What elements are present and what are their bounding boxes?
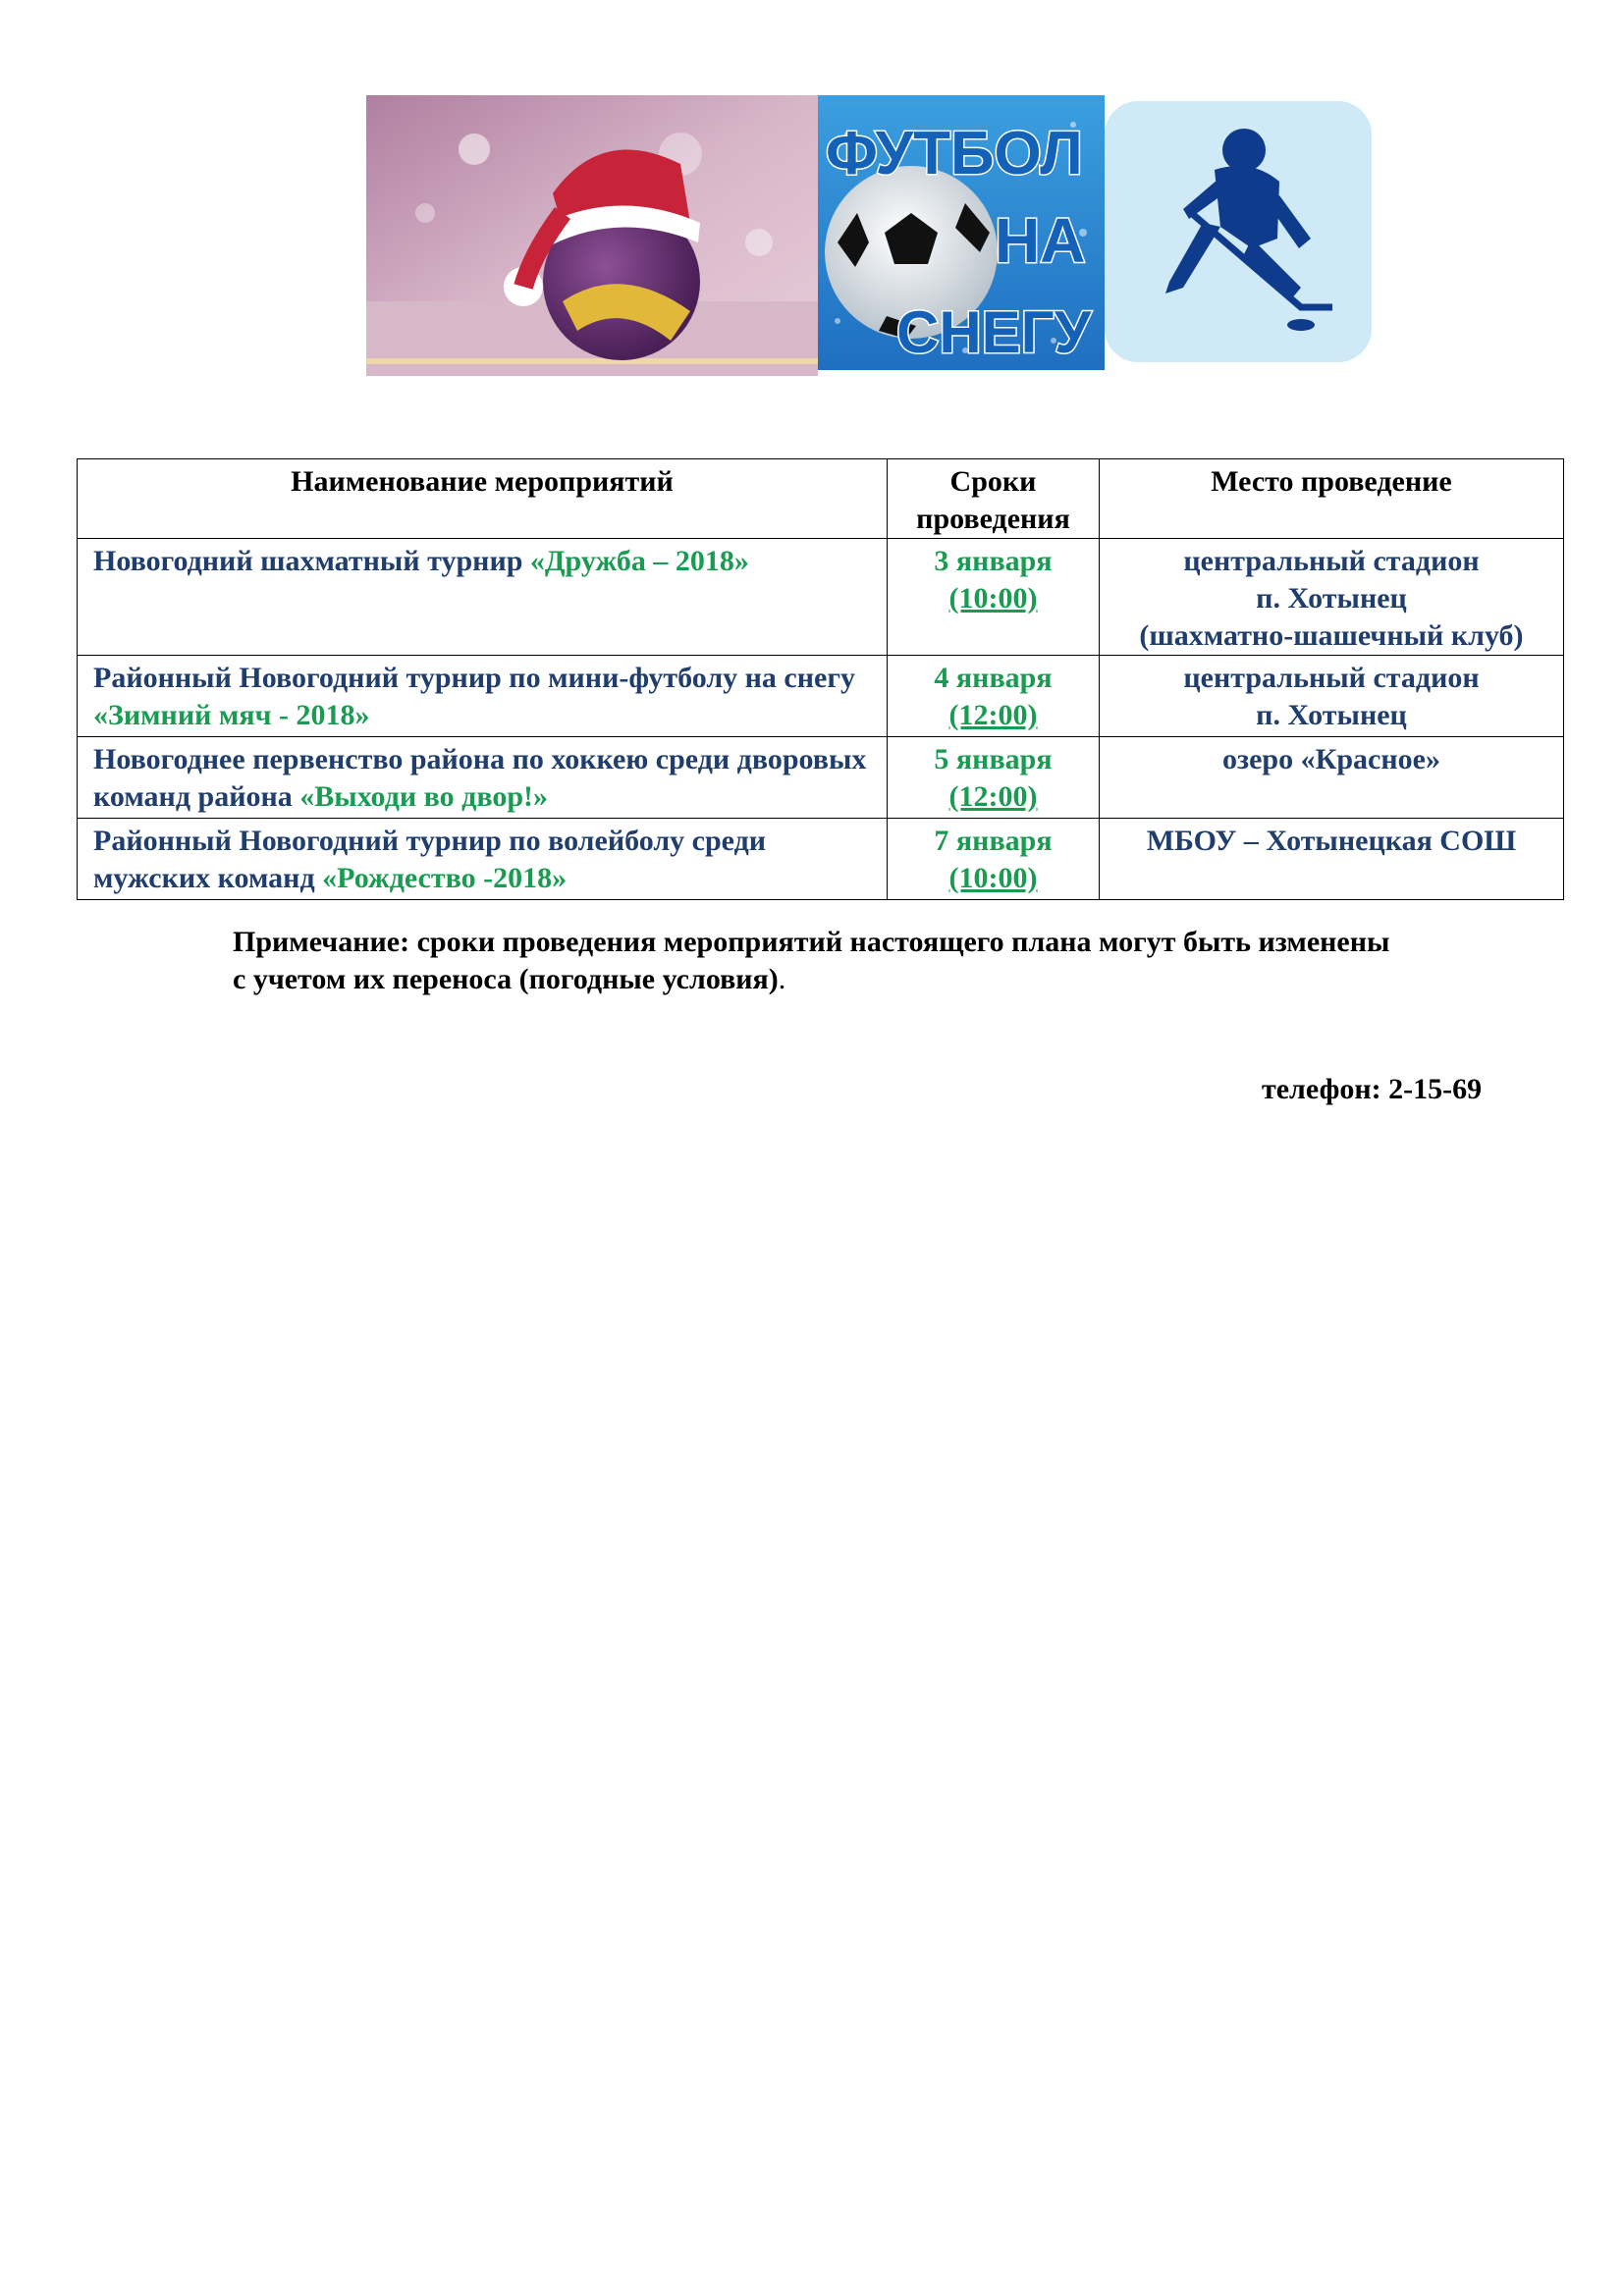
header-date-line2: проведения xyxy=(916,503,1070,535)
table-row xyxy=(78,539,1564,656)
event-day: 4 января xyxy=(934,662,1053,694)
event-title-highlight: «Рождество -2018» xyxy=(322,862,568,894)
place-line: п. Хотынец xyxy=(1256,699,1407,731)
note-text: Примечание: сроки проведения мероприятий настоящего плана могут быть изменены с учетом их переноса (погодные условия) xyxy=(233,926,1390,995)
event-place xyxy=(1100,737,1564,819)
header-name: Наименование мероприятий xyxy=(78,459,888,539)
table-row xyxy=(78,819,1564,900)
event-day: 3 января xyxy=(934,545,1053,577)
event-place xyxy=(1100,539,1564,656)
place-line: п. Хотынец xyxy=(1256,582,1407,614)
football-on-snow-image xyxy=(818,95,1105,370)
event-date xyxy=(888,737,1100,819)
event-name: Новогодний шахматный турнир «Дружба – 2018» xyxy=(78,539,888,656)
place-line: центральный стадион xyxy=(1183,545,1480,577)
event-time: (12:00) xyxy=(948,780,1038,813)
event-day: 7 января xyxy=(934,825,1053,857)
event-place xyxy=(1100,819,1564,900)
table-row xyxy=(78,656,1564,737)
event-title-highlight: «Дружба – 2018» xyxy=(529,545,749,577)
event-date xyxy=(888,656,1100,737)
hockey-player-image xyxy=(1105,101,1372,362)
football-title-line1: ФУТБОЛ xyxy=(826,120,1083,187)
event-place xyxy=(1100,656,1564,737)
phone-number: телефон: 2-15-69 xyxy=(1262,1073,1483,1105)
place-line: озеро «Красное» xyxy=(1222,743,1440,775)
football-title-line3: СНЕГУ xyxy=(896,299,1092,365)
header-date-line1: Сроки xyxy=(949,465,1037,498)
note-paragraph xyxy=(233,924,1391,998)
event-name: Районный Новогодний турнир по мини-футболу на снегу «Зимний мяч - 2018» xyxy=(78,656,888,737)
table-row xyxy=(78,737,1564,819)
place-line: центральный стадион xyxy=(1183,662,1480,694)
event-title-highlight: «Выходи во двор!» xyxy=(299,780,548,813)
header-place: Место проведение xyxy=(1100,459,1564,539)
event-name: Районный Новогодний турнир по волейболу среди мужских команд «Рождество -2018» xyxy=(78,819,888,900)
place-line: (шахматно-шашечный клуб) xyxy=(1139,619,1524,652)
event-date xyxy=(888,539,1100,656)
event-day: 5 января xyxy=(934,743,1053,775)
event-time: (10:00) xyxy=(948,862,1038,894)
event-title-highlight: «Зимний мяч - 2018» xyxy=(93,699,370,731)
events-table xyxy=(77,458,1564,900)
event-time: (12:00) xyxy=(948,699,1038,731)
volleyball-santa-hat-image xyxy=(366,95,818,376)
event-name: Новогоднее первенство района по хоккею среди дворовых команд района «Выходи во двор!» xyxy=(78,737,888,819)
event-time: (10:00) xyxy=(948,582,1038,614)
table-header-row xyxy=(78,459,1564,539)
event-date xyxy=(888,819,1100,900)
header-date xyxy=(888,459,1100,539)
place-line: МБОУ – Хотынецкая СОШ xyxy=(1146,825,1517,857)
note-period: . xyxy=(778,963,786,995)
football-title-line2: НА xyxy=(995,205,1086,276)
